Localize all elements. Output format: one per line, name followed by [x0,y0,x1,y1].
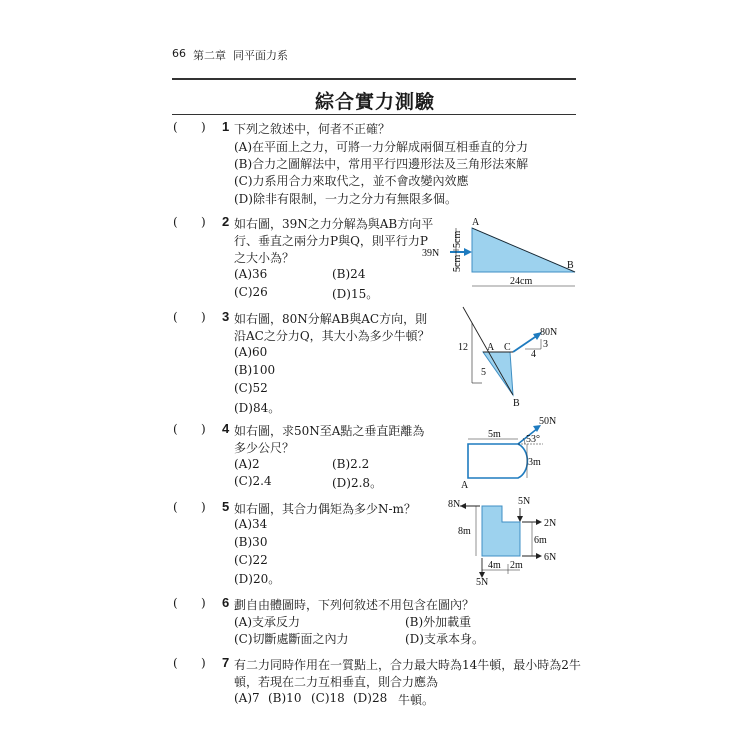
side-label: 12 [458,342,468,353]
question-stem-line: 有二力同時作用在一質點上，合力最大時為14牛頓，最小時為2牛 [234,658,581,672]
force-label: 8N [448,499,461,510]
unit-suffix: 牛頓。 [398,693,435,707]
question-number: 4 [222,421,230,436]
question-number: 5 [222,499,230,514]
force-label: 39N [422,248,440,259]
force-label: 80N [540,327,558,338]
question-stem-line: 之大小為？ [234,251,295,265]
question-stem-line: 如右圖，80N分解AB與AC方向，則 [234,312,428,326]
q5-figure [446,494,571,586]
label-a: A [461,480,469,491]
option-c: (C)2.4 [234,474,272,488]
option-d: (D)除非有限制，一力之分力有無限多個。 [234,192,457,206]
answer-paren-close: ) [201,596,206,610]
question-number: 1 [222,119,230,134]
section-title: 綜合實力測驗 [314,91,435,113]
answer-paren-close: ) [201,215,206,229]
q4-figure [455,412,575,492]
title-rule [172,114,576,115]
option-c: (C)切斷處斷面之內力 [234,632,349,646]
question-stem: 下列之敘述中，何者不正確？ [234,122,391,136]
side-label: 5cm [452,254,463,272]
option-b: (B)30 [234,535,268,549]
option-b: (B)合力之圖解法中，常用平行四邊形法及三角形法來解 [234,157,529,171]
option-a: (A)7 [234,691,260,705]
question-number: 6 [222,595,230,610]
answer-paren-open: ( [173,422,178,436]
option-a: (A)支承反力 [234,615,301,629]
height-label: 3m [528,457,541,468]
question-stem-line: 如右圖，其合力偶矩為多少N-m？ [234,502,416,516]
question-stem-line: 如右圖，求50N至A點之垂直距離為 [234,424,425,438]
height-label: 6m [534,535,547,546]
answer-paren-open: ( [173,215,178,229]
label-b: B [513,398,520,409]
width-label: 2m [510,560,523,571]
force-label: 6N [544,552,557,563]
answer-paren-open: ( [173,310,178,324]
chapter-title: 同平面力系 [233,49,288,62]
option-d: (D)15。 [332,287,379,301]
side-label: 5 [481,367,486,378]
option-d: (D)28 [353,691,388,705]
label-b: B [567,260,574,271]
option-b: (B)100 [234,363,276,377]
question-stem-line: 沿AC之分力Q，其大小為多少牛頓？ [234,329,430,343]
option-a: (A)34 [234,517,268,531]
answer-paren-close: ) [201,310,206,324]
question-number: 3 [222,309,230,324]
option-c: (C)力系用合力來取代之，並不會改變內效應 [234,174,469,188]
option-b: (B)10 [268,691,302,705]
base-label: 24cm [510,276,533,287]
answer-paren-close: ) [201,656,206,670]
option-a: (A)36 [234,267,268,281]
label-c: C [504,342,511,353]
option-c: (C)26 [234,285,268,299]
option-a: (A)2 [234,457,260,471]
option-c: (C)52 [234,381,268,395]
length-label: 5m [488,429,501,440]
width-label: 4m [488,560,501,571]
option-b: (B)2.2 [332,457,370,471]
question-number: 7 [222,655,230,670]
answer-paren-close: ) [201,500,206,514]
option-c: (C)18 [311,691,345,705]
option-d: (D)20。 [234,572,281,586]
option-d: (D)支承本身。 [405,632,484,646]
question-stem-line: 如右圖，39N之力分解為與AB方向平 [234,217,434,231]
question-number: 2 [222,214,230,229]
option-d: (D)2.8。 [332,476,383,490]
answer-paren-open: ( [173,596,178,610]
label-a: A [472,217,480,228]
option-a: (A)60 [234,345,268,359]
q3-figure [455,305,570,410]
answer-paren-close: ) [201,422,206,436]
q2-triangle-figure [420,216,585,296]
side-label: 4 [531,349,536,360]
option-b: (B)外加載重 [405,615,472,629]
answer-paren-open: ( [173,500,178,514]
page-number: 66 [172,47,186,60]
option-d: (D)84。 [234,401,281,415]
force-label: 5N [476,577,489,586]
side-label: 3 [543,339,548,350]
height-label: 8m [458,526,471,537]
answer-paren-open: ( [173,120,178,134]
question-stem-line: 多少公尺？ [234,441,295,455]
force-label: 5N [518,496,531,507]
option-b: (B)24 [332,267,366,281]
question-stem-line: 行、垂直之兩分力P與Q，則平行力P [234,234,428,248]
question-stem: 劃自由體圖時，下列何敘述不用包含在圖內？ [234,598,475,612]
force-label: 50N [539,416,557,427]
option-c: (C)22 [234,553,268,567]
option-a: (A)在平面上之力，可將一力分解成兩個互相垂直的分力 [234,140,529,154]
answer-paren-close: ) [201,120,206,134]
answer-paren-open: ( [173,656,178,670]
question-stem-line: 頓，若現在二力互相垂直，則合力應為 [234,675,439,689]
top-rule [172,78,576,80]
force-label: 2N [544,518,557,529]
label-a: A [487,342,495,353]
angle-label: 53° [526,434,540,445]
side-label: 5cm [452,230,463,248]
chapter-label: 第二章 [193,49,226,62]
